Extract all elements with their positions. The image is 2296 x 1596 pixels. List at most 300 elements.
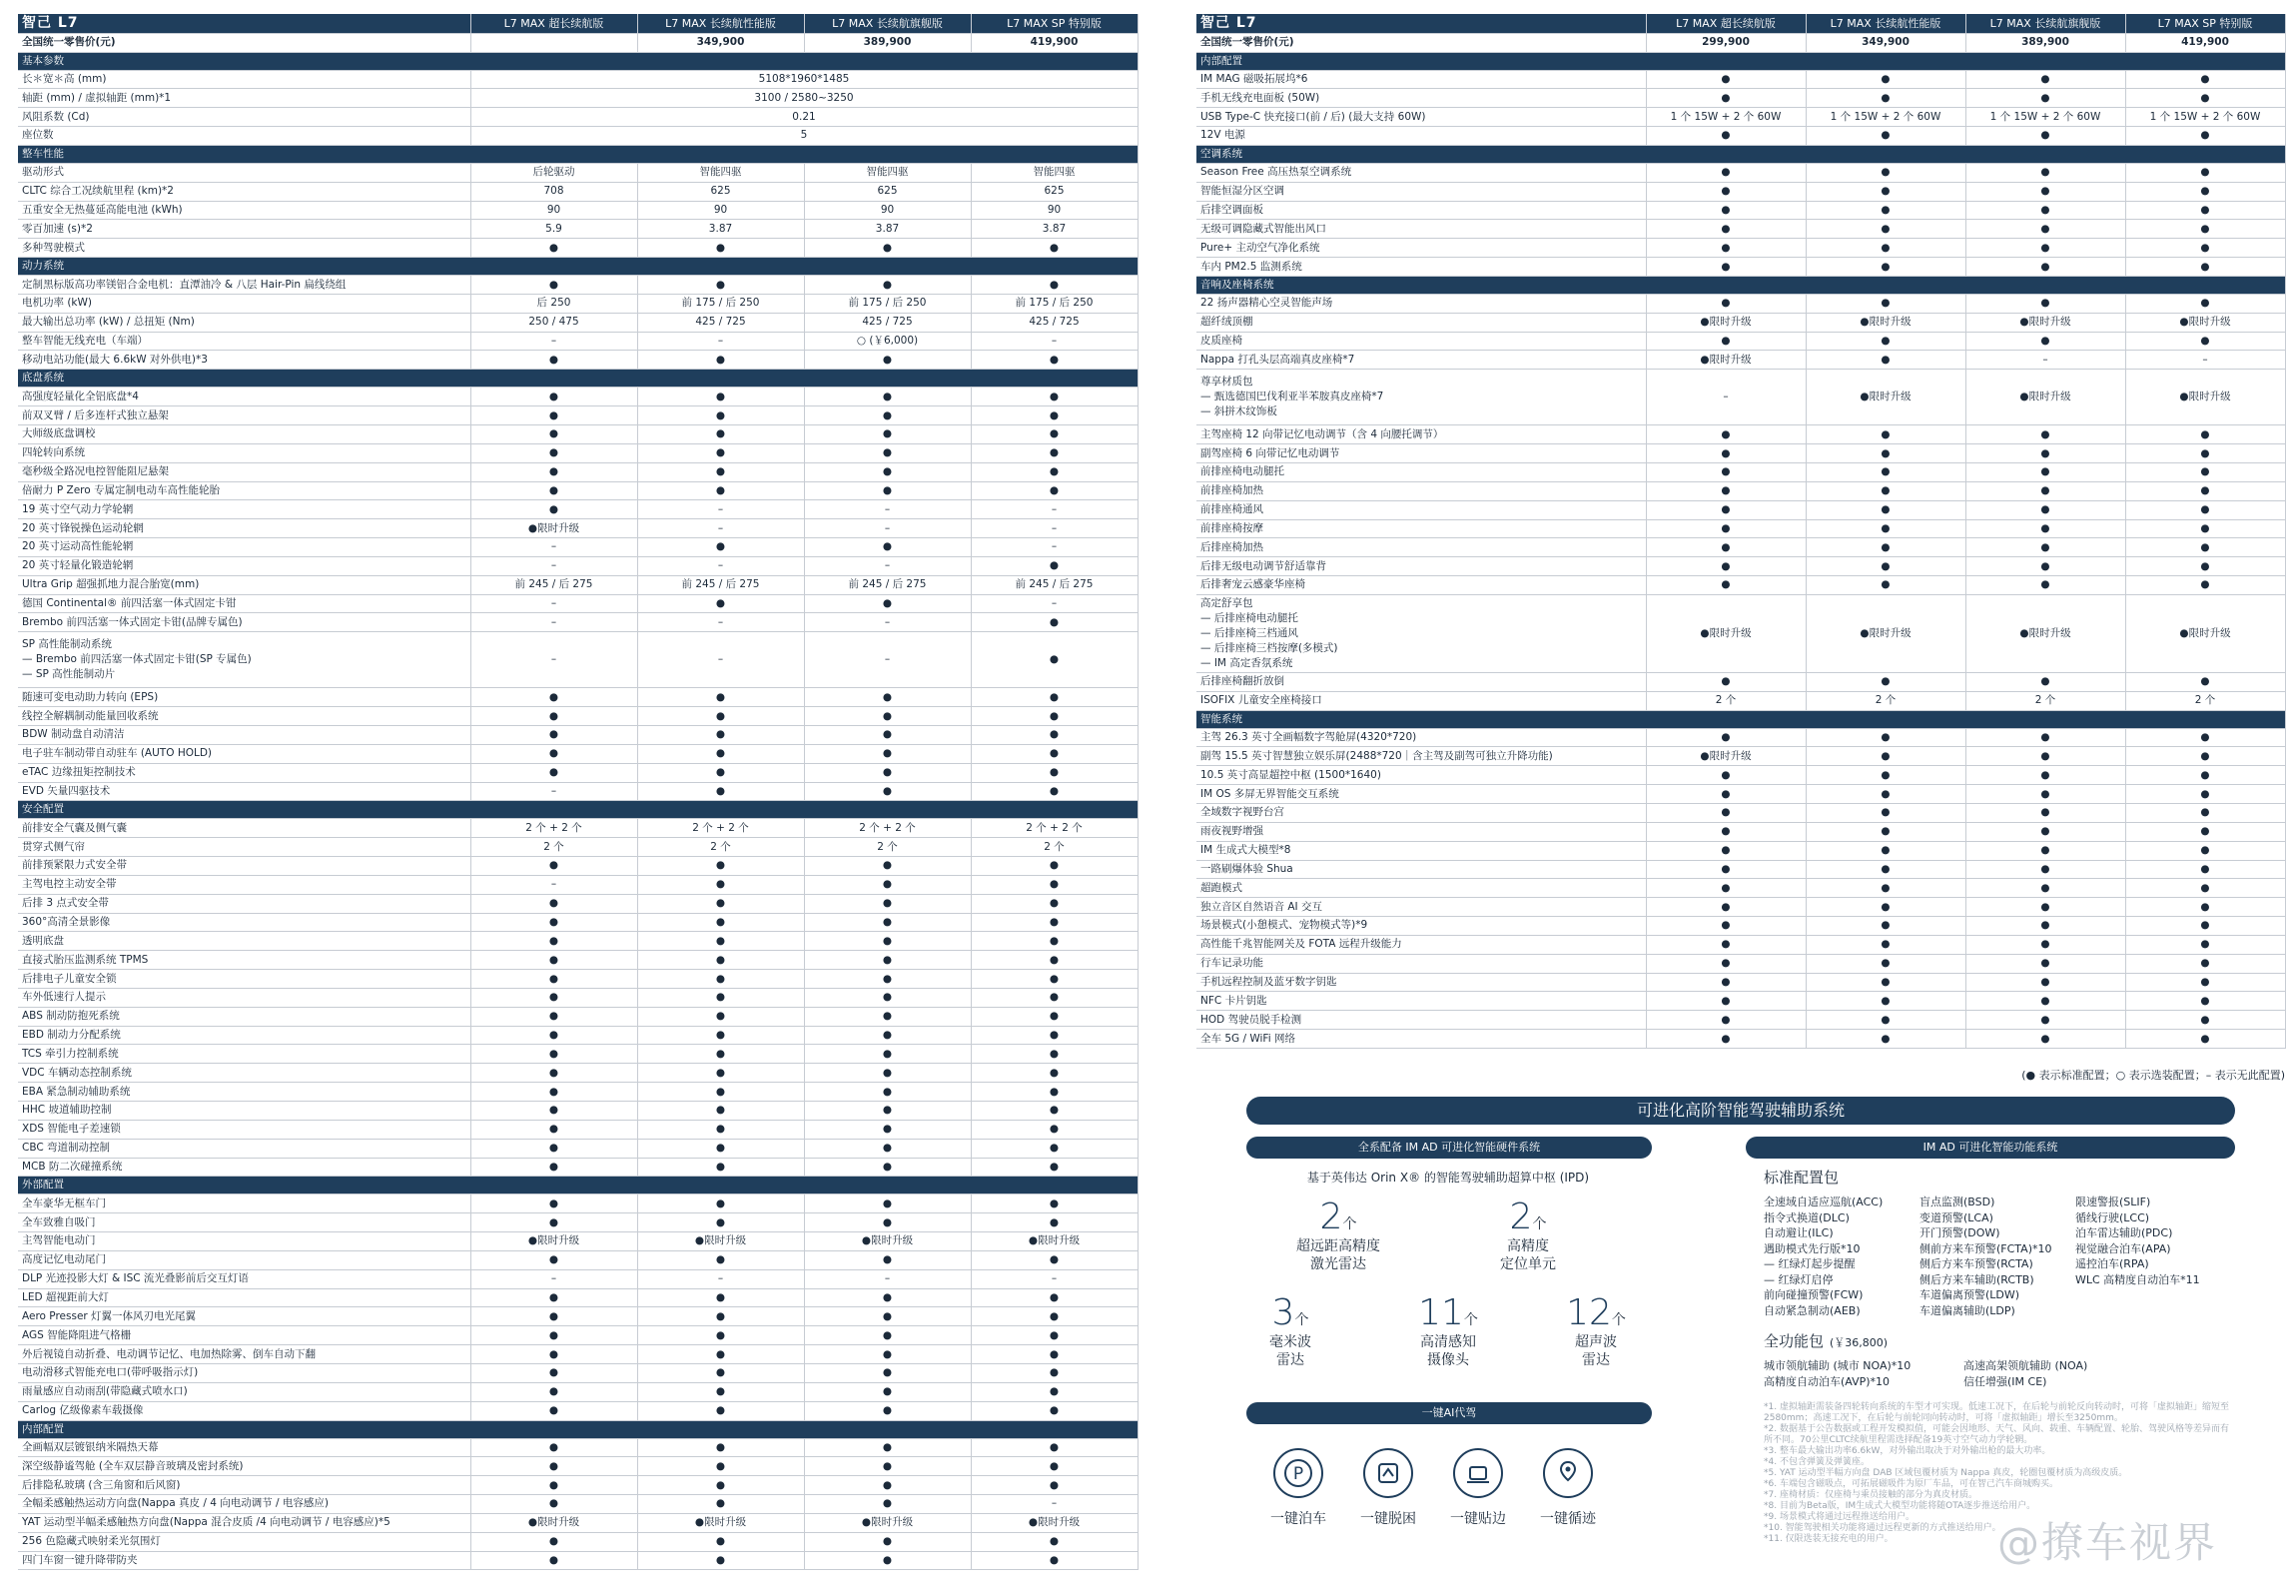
feature-item: 开门预警(DOW) bbox=[1919, 1226, 2000, 1239]
table-row bbox=[1196, 332, 2285, 351]
value-cell: ● bbox=[1806, 70, 1965, 89]
row-label: 场景模式(小憩模式、宠物模式等)*9 bbox=[1196, 917, 1646, 936]
value-cell: 2 个 bbox=[804, 838, 971, 857]
row-label: 后排奢宠云感豪华座椅 bbox=[1196, 576, 1646, 595]
value-cell: ● bbox=[2125, 917, 2285, 936]
value-cell: ● bbox=[804, 932, 971, 951]
value-cell: ● bbox=[637, 276, 804, 295]
price-row bbox=[1196, 33, 2285, 52]
full-package-price: (￥36,800) bbox=[1830, 1336, 1889, 1349]
value-cell: ●限时升级 bbox=[470, 1232, 637, 1251]
value-cell: ● bbox=[470, 970, 637, 989]
table-row bbox=[1196, 463, 2285, 482]
value-cell: ● bbox=[637, 725, 804, 744]
value-cell: ● bbox=[1806, 239, 1965, 258]
value-cell: ● bbox=[971, 1250, 1138, 1269]
table-row bbox=[18, 1213, 1138, 1232]
value-cell: ● bbox=[971, 970, 1138, 989]
value-cell: ● bbox=[2125, 519, 2285, 538]
value-cell: ● bbox=[637, 970, 804, 989]
value-cell: 2 个 + 2 个 bbox=[971, 819, 1138, 838]
ai-button-track bbox=[1518, 1448, 1618, 1528]
value-cell: ● bbox=[1965, 672, 2125, 691]
table-row bbox=[18, 1438, 1138, 1457]
value-cell: ● bbox=[470, 406, 637, 425]
value-cell: – bbox=[804, 556, 971, 575]
value-cell: – bbox=[470, 1269, 637, 1288]
column-header: L7 MAX 长续航旗舰版 bbox=[804, 14, 971, 33]
value-cell: ● bbox=[804, 1102, 971, 1121]
value-cell: ● bbox=[1646, 822, 1806, 841]
value-cell: ● bbox=[2125, 163, 2285, 182]
table-row bbox=[18, 1326, 1138, 1345]
value-cell: ● bbox=[1806, 1011, 1965, 1030]
row-label-line: — Brembo 前四活塞一体式固定卡钳(SP 专属色) bbox=[22, 653, 252, 666]
value-cell: ● bbox=[971, 988, 1138, 1007]
row-label bbox=[1196, 594, 1646, 672]
value-cell: ● bbox=[1646, 220, 1806, 239]
value-cell: ● bbox=[804, 351, 971, 370]
value-cell: ● bbox=[1646, 258, 1806, 277]
value-cell: ● bbox=[470, 1195, 637, 1213]
brand-name: 智己 L7 bbox=[1196, 14, 1646, 33]
value-cell: ● bbox=[1806, 463, 1965, 482]
value-cell: – bbox=[804, 519, 971, 538]
value-cell: ● bbox=[804, 875, 971, 894]
table-row bbox=[18, 1551, 1138, 1570]
value-cell: ● bbox=[637, 1250, 804, 1269]
section-title: 底盘系统 bbox=[18, 370, 1138, 388]
row-label: 倍耐力 P Zero 专属定制电动车高性能轮胎 bbox=[18, 481, 470, 500]
column-header: L7 MAX 长续航旗舰版 bbox=[1965, 14, 2125, 33]
value-cell: ● bbox=[804, 1476, 971, 1495]
value-cell: 前 175 / 后 250 bbox=[637, 294, 804, 313]
value-cell: ● bbox=[637, 1007, 804, 1026]
row-label: 多种驾驶模式 bbox=[18, 239, 470, 258]
value-cell: ● bbox=[804, 443, 971, 462]
value-cell: ● bbox=[804, 1532, 971, 1551]
value-cell: ● bbox=[804, 1045, 971, 1064]
adas-title: 可进化高阶智能驾驶辅助系统 bbox=[1246, 1097, 2235, 1125]
value-cell: ● bbox=[1806, 954, 1965, 973]
value-cell: 3.87 bbox=[971, 220, 1138, 239]
value-cell: 90 bbox=[804, 201, 971, 220]
value-cell: ● bbox=[637, 1064, 804, 1083]
value-cell: ● bbox=[1806, 860, 1965, 879]
value-cell: – bbox=[470, 632, 637, 688]
brand-name: 智己 L7 bbox=[18, 14, 470, 33]
table-row bbox=[18, 556, 1138, 575]
value-cell: ● bbox=[971, 932, 1138, 951]
value-cell: ● bbox=[470, 1326, 637, 1345]
value-cell: ● bbox=[804, 744, 971, 763]
table-row bbox=[18, 1158, 1138, 1177]
value-cell: ● bbox=[470, 481, 637, 500]
value-cell: ● bbox=[1646, 917, 1806, 936]
value-cell: ● bbox=[1965, 860, 2125, 879]
value-cell: ●限时升级 bbox=[804, 1232, 971, 1251]
value-cell: ● bbox=[2125, 538, 2285, 557]
value-cell: ● bbox=[1965, 803, 2125, 822]
row-label-line: — 甄选德国巴伐利亚半苯胺真皮座椅*7 bbox=[1200, 391, 1384, 403]
value-cell: ● bbox=[804, 782, 971, 801]
value-cell: ● bbox=[470, 688, 637, 707]
row-label-line: — 后排座椅三档按摩(多模式) bbox=[1200, 641, 1338, 654]
row-label: 行车记录功能 bbox=[1196, 954, 1646, 973]
parking-icon bbox=[1273, 1448, 1323, 1498]
value-cell: ● bbox=[637, 857, 804, 876]
feature-item: *1. 虚拟轴距需装备四轮转向系统的车型才可实现。低速工况下，在后轮与前轮反向转动时，可将「虚拟轴距」缩短至2580mm；高速工况下，在后轮与前轮同向转动时，可将「虚拟轴距」增长至3250mm。 bbox=[1764, 1402, 2229, 1423]
value-cell: ● bbox=[470, 1382, 637, 1401]
value-cell: ● bbox=[971, 1345, 1138, 1364]
table-row bbox=[1196, 538, 2285, 557]
value-cell: ● bbox=[1806, 1030, 1965, 1049]
value-cell: ● bbox=[2125, 70, 2285, 89]
value-cell: ●限时升级 bbox=[1646, 351, 1806, 370]
row-label: 车内 PM2.5 监测系统 bbox=[1196, 258, 1646, 277]
value-cell: ● bbox=[804, 406, 971, 425]
value-cell: ● bbox=[470, 1532, 637, 1551]
value-cell: ● bbox=[1646, 463, 1806, 482]
value-cell: ● bbox=[1806, 992, 1965, 1011]
row-label: HOD 驾驶员脱手检测 bbox=[1196, 1011, 1646, 1030]
value-cell: 2 个 + 2 个 bbox=[470, 819, 637, 838]
value-cell: ● bbox=[804, 388, 971, 406]
feature-item: *6. 车端包含磁吸点，可拓展磁吸件为原厂车品，可在智己汽车商城购买。 bbox=[1764, 1479, 2058, 1489]
value-cell: ● bbox=[971, 1120, 1138, 1139]
table-row bbox=[18, 951, 1138, 970]
table-row bbox=[1196, 500, 2285, 519]
value-cell: ● bbox=[1965, 463, 2125, 482]
ai-button-edge bbox=[1428, 1448, 1528, 1528]
spanned-value: 5108*1960*1485 bbox=[470, 70, 1138, 89]
value-cell: ● bbox=[971, 1213, 1138, 1232]
value-cell: ● bbox=[1806, 973, 1965, 992]
value-cell: – bbox=[971, 538, 1138, 557]
value-cell: ● bbox=[637, 1551, 804, 1570]
value-cell: 625 bbox=[971, 182, 1138, 201]
value-cell: ● bbox=[470, 351, 637, 370]
value-cell: ● bbox=[971, 1026, 1138, 1045]
table-row bbox=[18, 239, 1138, 258]
row-label: 线控全解耦制动能量回收系统 bbox=[18, 707, 470, 726]
value-cell: ● bbox=[2125, 973, 2285, 992]
value-cell: ● bbox=[1806, 785, 1965, 804]
value-cell: ● bbox=[637, 1139, 804, 1158]
table-row bbox=[1196, 576, 2285, 595]
value-cell: ● bbox=[971, 613, 1138, 632]
value-cell: ● bbox=[1965, 822, 2125, 841]
value-cell: ● bbox=[470, 1139, 637, 1158]
stat-lidar bbox=[1268, 1197, 1408, 1273]
row-label: 皮质座椅 bbox=[1196, 332, 1646, 351]
row-label: 全车致雅自吸门 bbox=[18, 1213, 470, 1232]
value-cell: ● bbox=[1965, 728, 2125, 747]
row-label: 一路刷爆体验 Shua bbox=[1196, 860, 1646, 879]
value-cell: ● bbox=[971, 763, 1138, 782]
value-cell: – bbox=[637, 632, 804, 688]
value-cell: ● bbox=[804, 913, 971, 932]
value-cell: ● bbox=[1965, 89, 2125, 108]
value-cell: ● bbox=[804, 594, 971, 613]
value-cell: 后轮驱动 bbox=[470, 163, 637, 182]
row-label: 座位数 bbox=[18, 127, 470, 146]
value-cell: ●限时升级 bbox=[1965, 313, 2125, 332]
row-label: 车外低速行人提示 bbox=[18, 988, 470, 1007]
table-row bbox=[1196, 766, 2285, 785]
value-cell: ●限时升级 bbox=[2125, 313, 2285, 332]
value-cell: ● bbox=[470, 1026, 637, 1045]
value-cell: ● bbox=[2125, 747, 2285, 766]
stat-number: 2 bbox=[1509, 1197, 1533, 1237]
section-header bbox=[18, 1177, 1138, 1195]
value-cell: ●限时升级 bbox=[971, 1513, 1138, 1532]
value-cell: ● bbox=[804, 1083, 971, 1102]
value-cell: ● bbox=[637, 1382, 804, 1401]
table-row bbox=[1196, 672, 2285, 691]
row-label: 外后视镜自动折叠、电动调节记忆、电加热除雾、倒车自动下翻 bbox=[18, 1345, 470, 1364]
feature-item: 高速高架领航辅助 (NOA) bbox=[1963, 1359, 2088, 1372]
stat-number: 11 bbox=[1418, 1292, 1464, 1333]
value-cell: – bbox=[637, 332, 804, 351]
value-cell: – bbox=[1965, 351, 2125, 370]
table-row bbox=[18, 819, 1138, 838]
ai-button-parking bbox=[1248, 1448, 1348, 1528]
value-cell: – bbox=[804, 500, 971, 519]
value-cell: ● bbox=[2125, 1011, 2285, 1030]
value-cell: 1 个 15W + 2 个 60W bbox=[2125, 108, 2285, 127]
value-cell: 2 个 bbox=[2125, 691, 2285, 710]
value-cell: ● bbox=[1806, 917, 1965, 936]
value-cell: ● bbox=[470, 462, 637, 481]
row-label: 德国 Continental® 前四活塞一体式固定卡钳 bbox=[18, 594, 470, 613]
table-row bbox=[18, 1026, 1138, 1045]
value-cell: ● bbox=[470, 388, 637, 406]
value-cell: ● bbox=[2125, 444, 2285, 463]
value-cell: ● bbox=[1806, 898, 1965, 917]
spanned-value: 3100 / 2580~3250 bbox=[470, 89, 1138, 108]
value-cell: ● bbox=[1646, 500, 1806, 519]
value-cell: ● bbox=[1646, 163, 1806, 182]
value-cell: 1 个 15W + 2 个 60W bbox=[1806, 108, 1965, 127]
row-label: 超跑模式 bbox=[1196, 879, 1646, 898]
value-cell: – bbox=[470, 556, 637, 575]
table-row bbox=[1196, 351, 2285, 370]
row-label: 主驾电控主动安全带 bbox=[18, 875, 470, 894]
value-cell: ● bbox=[637, 707, 804, 726]
price-row bbox=[18, 33, 1138, 52]
price-cell: 349,900 bbox=[1806, 33, 1965, 52]
value-cell: ● bbox=[2125, 201, 2285, 220]
value-cell: ● bbox=[804, 763, 971, 782]
value-cell: ● bbox=[470, 744, 637, 763]
value-cell: ●限时升级 bbox=[1806, 370, 1965, 425]
row-label: 定制黑标版高功率镁铝合金电机：直潭油冷 & 八层 Hair-Pin 扁线绕组 bbox=[18, 276, 470, 295]
row-label: 最大输出总功率 (kW) / 总扭矩 (Nm) bbox=[18, 313, 470, 332]
value-cell: ● bbox=[2125, 127, 2285, 146]
price-cell: 419,900 bbox=[2125, 33, 2285, 52]
value-cell: ● bbox=[804, 1382, 971, 1401]
value-cell: ● bbox=[1965, 500, 2125, 519]
value-cell: ● bbox=[1806, 201, 1965, 220]
stat-number: 12 bbox=[1566, 1292, 1612, 1333]
value-cell: – bbox=[637, 613, 804, 632]
row-label: 22 扬声器精心空灵智能声场 bbox=[1196, 294, 1646, 313]
row-label: eTAC 边缘扭矩控制技术 bbox=[18, 763, 470, 782]
table-row bbox=[18, 1083, 1138, 1102]
row-label: 前排安全气囊及侧气囊 bbox=[18, 819, 470, 838]
table-row bbox=[18, 763, 1138, 782]
full-features-col-2 bbox=[1963, 1358, 2087, 1389]
value-cell: – bbox=[971, 519, 1138, 538]
table-row bbox=[18, 70, 1138, 89]
row-label: 前排预紧限力式安全带 bbox=[18, 857, 470, 876]
value-cell: ● bbox=[470, 725, 637, 744]
value-cell: ● bbox=[971, 351, 1138, 370]
table-row bbox=[1196, 481, 2285, 500]
table-row bbox=[1196, 803, 2285, 822]
table-row bbox=[1196, 294, 2285, 313]
row-label: 全幅柔感触热运动方向盘(Nappa 真皮 / 4 向电动调节 / 电容感应) bbox=[18, 1495, 470, 1514]
feature-item: 变道预警(LCA) bbox=[1919, 1210, 1993, 1224]
table-row bbox=[18, 988, 1138, 1007]
table-row bbox=[18, 857, 1138, 876]
value-cell: ●限时升级 bbox=[971, 1232, 1138, 1251]
value-cell: ● bbox=[1806, 576, 1965, 595]
table-row bbox=[1196, 313, 2285, 332]
value-cell: ●限时升级 bbox=[470, 519, 637, 538]
table-row bbox=[18, 313, 1138, 332]
row-label: MCB 防二次碰撞系统 bbox=[18, 1158, 470, 1177]
value-cell: ● bbox=[971, 913, 1138, 932]
stat-label: 毫米波 bbox=[1269, 1334, 1311, 1350]
value-cell: ● bbox=[470, 1120, 637, 1139]
value-cell: ● bbox=[1646, 935, 1806, 954]
value-cell: ● bbox=[1965, 481, 2125, 500]
row-label: 深空级静谧驾舱 (全车双层静音玻璃及密封系统) bbox=[18, 1457, 470, 1476]
value-cell: ● bbox=[804, 1250, 971, 1269]
value-cell: ● bbox=[637, 594, 804, 613]
value-cell: – bbox=[470, 782, 637, 801]
value-cell: ● bbox=[1646, 70, 1806, 89]
value-cell: ● bbox=[1646, 425, 1806, 444]
row-label bbox=[18, 632, 470, 688]
table-row bbox=[18, 89, 1138, 108]
value-cell: ● bbox=[470, 1213, 637, 1232]
row-label: Carlog 亿级像素车载摄像 bbox=[18, 1401, 470, 1420]
table-header-row bbox=[18, 14, 1138, 33]
value-cell: ● bbox=[1965, 954, 2125, 973]
hw-subtitle: 基于英伟达 Orin X® 的智能驾驶辅助超算中枢 (IPD) bbox=[1306, 1171, 1590, 1185]
feature-item: 车道偏离预警(LDW) bbox=[1919, 1288, 2020, 1301]
value-cell: ● bbox=[1965, 785, 2125, 804]
value-cell: ● bbox=[470, 1045, 637, 1064]
row-label: 全车豪华无框车门 bbox=[18, 1195, 470, 1213]
value-cell: ● bbox=[637, 1326, 804, 1345]
value-cell: 425 / 725 bbox=[637, 313, 804, 332]
value-cell: ● bbox=[470, 239, 637, 258]
value-cell: ● bbox=[1965, 879, 2125, 898]
right-spec-table bbox=[1196, 14, 2286, 1049]
row-label: 20 英寸轻量化锻造轮辋 bbox=[18, 556, 470, 575]
table-row bbox=[1196, 1011, 2285, 1030]
feature-item: — 红绿灯启停 bbox=[1764, 1272, 1834, 1286]
value-cell: ● bbox=[971, 632, 1138, 688]
ai-button-escape bbox=[1338, 1448, 1438, 1528]
table-row bbox=[18, 1250, 1138, 1269]
value-cell: ● bbox=[804, 1007, 971, 1026]
table-row bbox=[1196, 444, 2285, 463]
value-cell: ● bbox=[1646, 576, 1806, 595]
value-cell: ● bbox=[470, 857, 637, 876]
value-cell: ● bbox=[1646, 954, 1806, 973]
value-cell: ● bbox=[637, 1083, 804, 1102]
value-cell: ● bbox=[971, 1532, 1138, 1551]
stat-unit: 个 bbox=[1342, 1216, 1357, 1232]
row-label: CLTC 综合工况续航里程 (km)*2 bbox=[18, 182, 470, 201]
feature-item: *7. 座椅材质：仅座椅与乘员接触的部分为真皮材质。 bbox=[1764, 1490, 1977, 1500]
table-row bbox=[1196, 425, 2285, 444]
value-cell: ● bbox=[804, 1213, 971, 1232]
table-row bbox=[18, 1102, 1138, 1121]
full-package-name: 全功能包 bbox=[1764, 1332, 1825, 1350]
value-cell: ● bbox=[804, 1345, 971, 1364]
value-cell: ● bbox=[637, 951, 804, 970]
value-cell: ● bbox=[971, 1102, 1138, 1121]
row-label: 风阻系数 (Cd) bbox=[18, 108, 470, 127]
value-cell: ● bbox=[1965, 747, 2125, 766]
table-row bbox=[18, 1495, 1138, 1514]
row-label: 轴距 (mm) / 虚拟轴距 (mm)*1 bbox=[18, 89, 470, 108]
value-cell: ● bbox=[1806, 351, 1965, 370]
table-row bbox=[1196, 89, 2285, 108]
row-label: 全车 5G / WiFi 网络 bbox=[1196, 1030, 1646, 1049]
value-cell: ● bbox=[470, 1457, 637, 1476]
std-features-col-2 bbox=[1919, 1195, 2051, 1318]
stat-label: 高清感知 bbox=[1420, 1334, 1476, 1350]
value-cell: ● bbox=[1965, 294, 2125, 313]
value-cell: ● bbox=[971, 276, 1138, 295]
value-cell: ● bbox=[1646, 992, 1806, 1011]
row-label: 智能恒湿分区空调 bbox=[1196, 182, 1646, 201]
feature-item: 信任增强(IM CE) bbox=[1963, 1374, 2047, 1388]
column-header: L7 MAX 长续航性能版 bbox=[637, 14, 804, 33]
value-cell: ● bbox=[1965, 557, 2125, 576]
value-cell: ● bbox=[804, 1551, 971, 1570]
value-cell: – bbox=[637, 1269, 804, 1288]
table-row bbox=[1196, 935, 2285, 954]
left-spec-table bbox=[18, 14, 1139, 1570]
value-cell: ● bbox=[2125, 672, 2285, 691]
value-cell: ● bbox=[637, 1213, 804, 1232]
value-cell: ● bbox=[470, 951, 637, 970]
value-cell: ● bbox=[637, 1195, 804, 1213]
table-row bbox=[1196, 841, 2285, 860]
value-cell: 1 个 15W + 2 个 60W bbox=[1965, 108, 2125, 127]
value-cell: ● bbox=[971, 406, 1138, 425]
route-pin-icon bbox=[1543, 1448, 1593, 1498]
section-header bbox=[18, 1420, 1138, 1438]
value-cell: ● bbox=[637, 1102, 804, 1121]
value-cell: ● bbox=[470, 763, 637, 782]
value-cell: 5.9 bbox=[470, 220, 637, 239]
value-cell: ● bbox=[1806, 747, 1965, 766]
table-row bbox=[18, 1532, 1138, 1551]
row-label: 高性能千兆智能网关及 FOTA 远程升级能力 bbox=[1196, 935, 1646, 954]
table-row bbox=[1196, 519, 2285, 538]
value-cell: ● bbox=[971, 707, 1138, 726]
value-cell: ● bbox=[1646, 332, 1806, 351]
